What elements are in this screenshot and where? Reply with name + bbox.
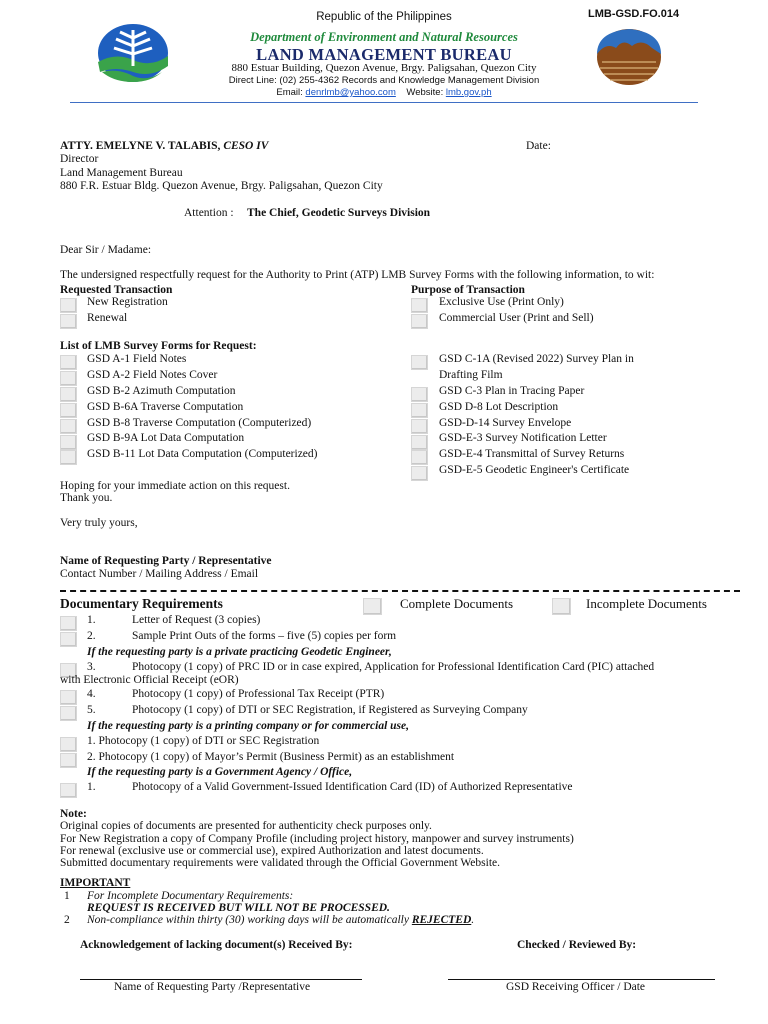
form-checkbox[interactable] [411, 435, 428, 450]
requirement-text: Photocopy (1 copy) of DTI or SEC Registration, if Registered as Surveying Company [132, 704, 528, 716]
direct-line: Direct Line: (02) 255-4362 Records and Knowledge Management Division [228, 75, 540, 86]
cut-line [60, 590, 740, 592]
signature-line-left [80, 979, 362, 980]
form-code: LMB-GSD.FO.014 [588, 8, 680, 20]
heading-printing: If the requesting party is a printing company or for commercial use, [87, 720, 410, 732]
form-item: GSD-E-3 Survey Notification Letter [439, 432, 607, 444]
important-number: 2 [64, 914, 70, 926]
form-checkbox[interactable] [60, 419, 77, 434]
form-item: GSD B-11 Lot Data Computation (Computerized) [87, 448, 318, 460]
requirements-title: Documentary Requirements [60, 596, 223, 611]
note-label: Note: [60, 808, 87, 820]
requirement-text: Photocopy (1 copy) of PRC ID or in case expired, Application for Professional Identification Card (PIC) attached [132, 661, 655, 673]
requirement-checkbox[interactable] [60, 706, 77, 721]
salutation: Dear Sir / Madame: [60, 244, 152, 256]
form-item: GSD B-6A Traverse Computation [87, 401, 244, 413]
bureau-name: LAND MANAGEMENT BUREAU [256, 45, 512, 64]
important-text: For Incomplete Documentary Requirements: [87, 890, 294, 902]
heading-geodetic: If the requesting party is a private practicing Geodetic Engineer, [87, 646, 392, 658]
form-item-continued: Drafting Film [439, 369, 503, 381]
form-checkbox[interactable] [60, 435, 77, 450]
requirement-number: 3. [87, 661, 96, 673]
renewal-label: Renewal [87, 312, 128, 324]
requested-transaction-label: Requested Transaction [60, 284, 173, 296]
closing-line: Hoping for your immediate action on this request. [60, 480, 290, 492]
valediction: Very truly yours, [60, 517, 138, 529]
form-item: GSD A-1 Field Notes [87, 353, 187, 365]
requirement-number: 1. [87, 614, 96, 626]
form-checkbox[interactable] [411, 387, 428, 402]
intro-paragraph: The undersigned respectfully request for the Authority to Print (ATP) LMB Survey Forms with the following information, to wit: [60, 269, 655, 281]
requirement-text: Photocopy of a Valid Government-Issued Identification Card (ID) of Authorized Representative [132, 781, 573, 793]
checked-label: Checked / Reviewed By: [517, 939, 637, 951]
requirement-number: 1. [87, 781, 96, 793]
important-number: 1 [64, 890, 70, 902]
form-checkbox[interactable] [411, 419, 428, 434]
form-checkbox[interactable] [411, 466, 428, 481]
requirement-text: 2. Photocopy (1 copy) of Mayor’s Permit (Business Permit) as an establishment [87, 751, 455, 763]
requirement-checkbox[interactable] [60, 690, 77, 705]
bureau-address: 880 Estuar Building, Quezon Avenue, Brgy. Paligsahan, Quezon City [231, 62, 537, 74]
form-checkbox[interactable] [411, 450, 428, 465]
header-divider [70, 102, 698, 103]
exclusive-use-checkbox[interactable] [411, 298, 428, 313]
addressee-name: ATTY. EMELYNE V. TALABIS, CESO IV [60, 140, 269, 152]
form-checkbox[interactable] [411, 355, 428, 370]
addressee-title: Director [60, 153, 99, 165]
requirement-number: 4. [87, 688, 96, 700]
requirement-text: Letter of Request (3 copies) [132, 614, 261, 626]
exclusive-use-label: Exclusive Use (Print Only) [439, 296, 564, 308]
form-item: GSD C-3 Plan in Tracing Paper [439, 385, 585, 397]
department-name: Department of Environment and Natural Resources [250, 30, 518, 44]
new-registration-label: New Registration [87, 296, 168, 308]
website-link[interactable]: lmb.gov.ph [445, 87, 492, 98]
contact-label: Contact Number / Mailing Address / Email [60, 568, 259, 580]
addressee-address: 880 F.R. Estuar Bldg. Quezon Avenue, Brgy. Paligsahan, Quezon City [60, 180, 383, 192]
note-line: For New Registration a copy of Company Profile (including project history, manpower and survey instruments) [60, 833, 574, 845]
note-line: Submitted documentary requirements were validated through the Official Government Website. [60, 857, 500, 869]
important-text: Non-compliance within thirty (30) working days will be automatically REJECTED. [87, 914, 475, 926]
form-item: GSD B-8 Traverse Computation (Computerized) [87, 417, 312, 429]
heading-government: If the requesting party is a Government Agency / Office, [87, 766, 353, 778]
signature-caption-right: GSD Receiving Officer / Date [506, 981, 646, 993]
form-checkbox[interactable] [411, 403, 428, 418]
requirement-text: Photocopy (1 copy) of Professional Tax Receipt (PTR) [132, 688, 385, 700]
contact-line [0, 87, 768, 98]
form-item: GSD D-8 Lot Description [439, 401, 559, 413]
signatory-label: Name of Requesting Party / Representative [60, 555, 272, 567]
important-label: IMPORTANT [60, 877, 131, 889]
form-item: GSD-D-14 Survey Envelope [439, 417, 572, 429]
commercial-use-checkbox[interactable] [411, 314, 428, 329]
attention-value: The Chief, Geodetic Surveys Division [247, 207, 431, 219]
addressee-suffix: CESO IV [223, 140, 269, 152]
requirement-checkbox[interactable] [60, 753, 77, 768]
renewal-checkbox[interactable] [60, 314, 77, 329]
requirement-checkbox[interactable] [60, 783, 77, 798]
requirement-text: Sample Print Outs of the forms – five (5) copies per form [132, 630, 397, 642]
note-line: For renewal (exclusive use or commercial use), expired Authorization and latest documents. [60, 845, 484, 857]
note-line: Original copies of documents are presented for authenticity check purposes only. [60, 820, 432, 832]
email-label: Email: [276, 87, 303, 98]
forms-list-label: List of LMB Survey Forms for Request: [60, 340, 257, 352]
requirement-number: 2. [87, 630, 96, 642]
complete-documents-checkbox[interactable] [363, 598, 382, 615]
website-label: Website: [406, 87, 444, 98]
incomplete-documents-checkbox[interactable] [552, 598, 571, 615]
form-item: GSD B-2 Azimuth Computation [87, 385, 236, 397]
form-item: GSD B-9A Lot Data Computation [87, 432, 245, 444]
signature-caption-left: Name of Requesting Party /Representative [114, 981, 311, 993]
thank-you-line: Thank you. [60, 492, 113, 504]
complete-documents-label: Complete Documents [400, 596, 514, 611]
form-checkbox[interactable] [60, 450, 77, 465]
acknowledgement-label: Acknowledgement of lacking document(s) Received By: [80, 939, 353, 951]
date-label: Date: [526, 140, 551, 152]
requirement-checkbox[interactable] [60, 737, 77, 752]
addressee-office: Land Management Bureau [60, 167, 183, 179]
form-checkbox[interactable] [60, 371, 77, 386]
form-item: GSD C-1A (Revised 2022) Survey Plan in [439, 353, 634, 365]
attention-label: Attention : [184, 207, 234, 219]
requirement-number: 5. [87, 704, 96, 716]
form-item: GSD-E-4 Transmittal of Survey Returns [439, 448, 625, 460]
lmb-seal-icon [596, 28, 662, 86]
republic-line: Republic of the Philippines [316, 11, 452, 23]
form-checkbox[interactable] [60, 387, 77, 402]
new-registration-checkbox[interactable] [60, 298, 77, 313]
requirement-checkbox[interactable] [60, 616, 77, 631]
commercial-use-label: Commercial User (Print and Sell) [439, 312, 594, 324]
form-checkbox[interactable] [60, 355, 77, 370]
form-item: GSD A-2 Field Notes Cover [87, 369, 218, 381]
email-link[interactable]: denrlmb@yahoo.com [305, 87, 396, 98]
form-checkbox[interactable] [60, 403, 77, 418]
purpose-label: Purpose of Transaction [411, 284, 525, 296]
rejected-emphasis: REJECTED [411, 914, 472, 926]
incomplete-documents-label: Incomplete Documents [586, 596, 707, 611]
form-item: GSD-E-5 Geodetic Engineer's Certificate [439, 464, 630, 476]
requirement-checkbox[interactable] [60, 632, 77, 647]
requirement-text-continued: with Electronic Official Receipt (eOR) [60, 674, 239, 686]
important-subtext: REQUEST IS RECEIVED BUT WILL NOT BE PROCESSED. [87, 902, 390, 914]
requirement-text: 1. Photocopy (1 copy) of DTI or SEC Registration [87, 735, 320, 747]
signature-line-right [448, 979, 715, 980]
